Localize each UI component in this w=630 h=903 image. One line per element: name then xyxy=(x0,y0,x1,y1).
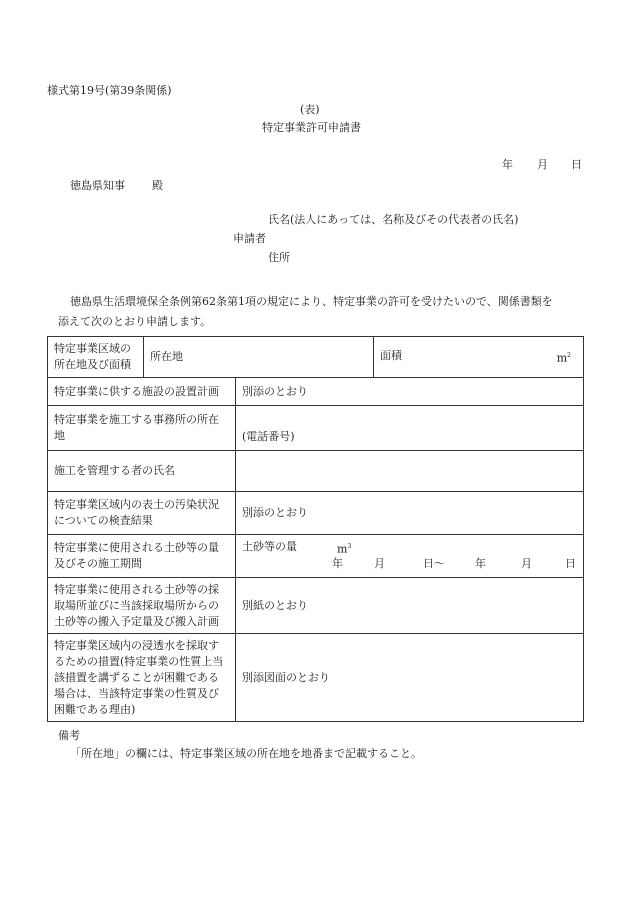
office-address-label: 特定事業を施工する事務所の所在地 xyxy=(48,406,236,451)
row-location-area xyxy=(48,337,584,378)
row-office-address xyxy=(48,406,584,451)
location-label: 所在地 xyxy=(150,350,183,363)
construction-period xyxy=(242,556,577,573)
row-seepage-measures xyxy=(48,634,584,722)
office-phone-field[interactable]: (電話番号) xyxy=(236,406,584,451)
date-year: 年 xyxy=(502,158,513,171)
document-title: 特定事業許可申請書 xyxy=(262,121,361,134)
seepage-measures-value[interactable]: 別添図面のとおり xyxy=(236,634,584,722)
location-area-label: 特定事業区域の所在地及び面積 xyxy=(48,337,144,378)
facility-plan-value[interactable]: 別添のとおり xyxy=(236,378,584,406)
area-unit: $m^2$ xyxy=(556,351,571,365)
seepage-measures-label: 特定事業区域内の浸透水を採取するための措置(特定事業の性質上当該措置を講ずることが困難である場合は、当該特定事業の性質及び困難である理由) xyxy=(48,634,236,722)
row-manager-name xyxy=(48,451,584,492)
manager-name-field[interactable] xyxy=(236,451,584,492)
date-day: 日 xyxy=(571,158,582,171)
application-table xyxy=(47,336,584,722)
honorific: 殿 xyxy=(152,179,163,192)
soil-inspection-label: 特定事業区域内の表土の汚染状況についての検査結果 xyxy=(48,492,236,535)
intro-line-1: 徳島県生活環境保全条例第62条第1項の規定により、特定事業の許可を受けたいので、関係書類を xyxy=(70,295,553,308)
location-cell[interactable] xyxy=(144,337,374,378)
area-cell[interactable] xyxy=(374,337,584,378)
front-label: (表) xyxy=(300,103,320,116)
soil-source-value[interactable]: 別紙のとおり xyxy=(236,578,584,634)
period-start-day: 日〜 xyxy=(423,557,445,570)
period-start-month: 月 xyxy=(374,557,385,570)
soil-volume-unit: $m^3$ xyxy=(337,542,352,556)
notes-text: 「所在地」の欄には、特定事業区域の所在地を地番まで記載すること。 xyxy=(70,747,422,760)
period-start-year: 年 xyxy=(332,557,343,570)
date-month: 月 xyxy=(537,158,548,171)
row-facility-plan xyxy=(48,378,584,406)
soil-inspection-value[interactable]: 別添のとおり xyxy=(236,492,584,535)
manager-name-label: 施工を管理する者の氏名 xyxy=(48,451,236,492)
row-soil-inspection xyxy=(48,492,584,535)
row-soil-volume-period xyxy=(48,535,584,578)
area-label: 面積 xyxy=(380,348,402,362)
soil-source-label: 特定事業に使用される土砂等の採取場所並びに当該採取場所からの土砂等の搬入予定量及び搬入計画 xyxy=(48,578,236,634)
intro-line-2: 添えて次のとおり申請します。 xyxy=(58,315,212,328)
applicant-address-label: 住所 xyxy=(268,251,290,264)
facility-plan-label: 特定事業に供する施設の設置計画 xyxy=(48,378,236,406)
period-end-month: 月 xyxy=(521,557,532,570)
period-end-day: 日 xyxy=(565,557,576,570)
form-number: 様式第19号(第39条関係) xyxy=(47,84,172,97)
soil-volume-period-cell[interactable] xyxy=(236,535,584,578)
applicant-name-label: 氏名(法人にあっては、名称及びその代表者の氏名) xyxy=(268,213,519,226)
notes-heading: 備考 xyxy=(58,729,80,742)
soil-volume-label: 土砂等の量 xyxy=(242,540,297,553)
addressee: 徳島県知事 xyxy=(70,179,125,192)
period-end-year: 年 xyxy=(475,557,486,570)
applicant-role: 申請者 xyxy=(233,232,266,245)
row-soil-source xyxy=(48,578,584,634)
soil-volume-period-label: 特定事業に使用される土砂等の量及びその施工期間 xyxy=(48,535,236,578)
